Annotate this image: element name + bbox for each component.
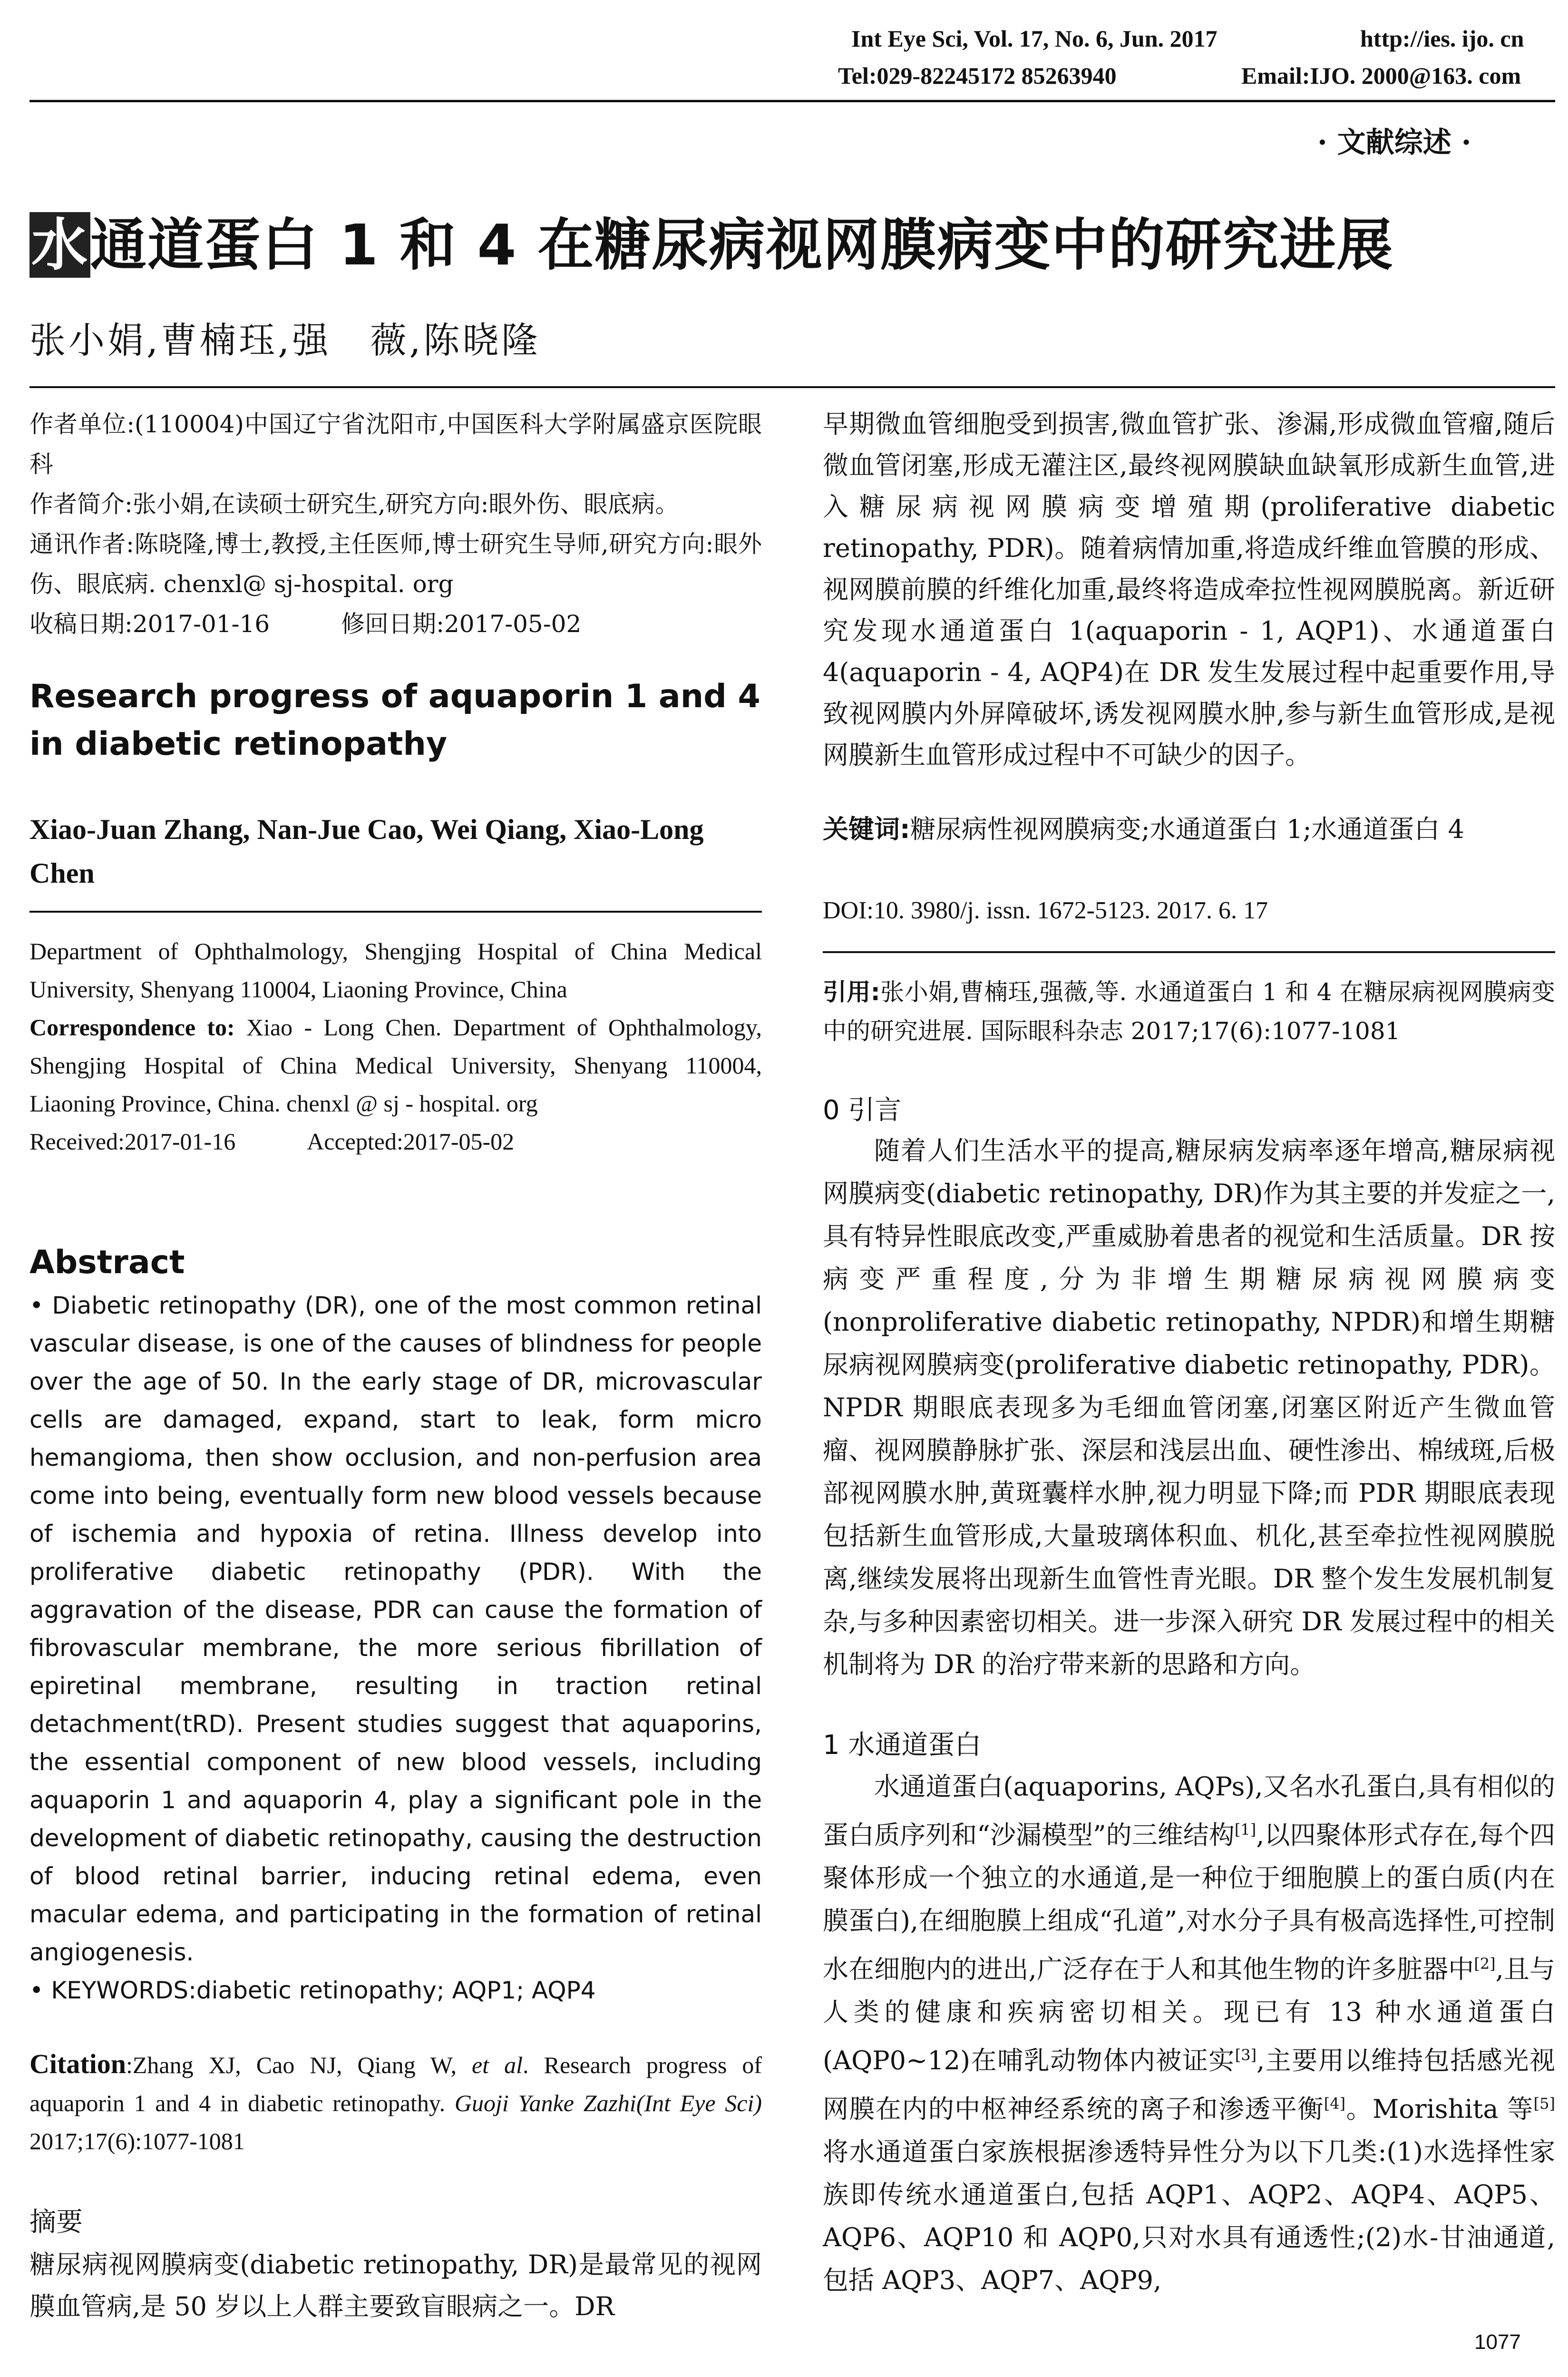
keywords-zh-text: 糖尿病性视网膜病变;水通道蛋白 1;水通道蛋白 4: [910, 814, 1465, 844]
abstract-text: • Diabetic retinopathy (DR), one of the most common retinal vascular disease, is one of the causes of blindness for people over the age of 50. In the early stage of DR, microvascular cells are damaged, expand, start to leak, form micro hemangioma, then show occlusion, and non-perfusion area come into being, eventually form new blood vessels because of ischemia and hypoxia of retina. Illness develop into proliferative diabetic retinopathy (PDR). With the aggravation of the disease, PDR can cause the formation of fibrovascular membrane, the more serious fibrillation of epiretinal membrane, resulting in traction retinal detachment(tRD). Present studies suggest that aquaporins, the essential component of new blood vessels, including aquaporin 1 and aquaporin 4, play a significant pole in the development of diabetic retinopathy, causing the destruction of blood retinal barrier, inducing retinal edema, even macular edema, and participating in the formation of retinal angiogenesis.: [29, 1292, 762, 1966]
intro-body: [823, 1130, 1555, 1686]
citation-etal: et al: [472, 2052, 523, 2078]
correspondence-text: Xiao - Long Chen. Department of Ophthalmology, Shengjing Hospital of China Medical University, Shenyang 110004, Liaoning Province, China. chenxl @ sj - hospital. org: [29, 1014, 762, 1117]
cite-zh: [823, 973, 1555, 1051]
ref-4[interactable]: [4]: [1324, 2094, 1346, 2113]
abstract-en: [29, 1286, 762, 2009]
citation-journal: Guoji Yanke Zazhi(Int Eye Sci): [454, 2090, 762, 2116]
journal-phone: Tel:029-82245172 85263940: [838, 62, 1117, 89]
affiliation-en: Department of Ophthalmology, Shengjing Hospital of China Medical University, Shenyang 110004, Liaoning Province, China: [29, 938, 762, 1003]
author-info-zh: [29, 404, 762, 644]
author-bio-zh: 作者简介:张小娟,在读硕士研究生,研究方向:眼外伤、眼底病。: [29, 490, 679, 518]
dates-zh: 收稿日期:2017-01-16 修回日期:2017-05-02: [29, 610, 582, 638]
intro-heading: 0 引言: [823, 1095, 902, 1126]
journal-url[interactable]: http://ies. ijo. cn: [1360, 25, 1524, 52]
zh-abstract-heading: 摘要: [29, 2207, 83, 2238]
intro-paragraph: 随着人们生活水平的提高,糖尿病发病率逐年增高,糖尿病视网膜病变(diabetic retinopathy, DR)作为其主要的并发症之一,具有特异性眼底改变,严重威胁着患者的视觉和生活质量。DR 按病变严重程度,分为非增生期糖尿病视网膜病变(nonproliferative diabetic retinopathy, NPDR)和增生期糖尿病视网膜病变(proliferative diabetic retinopathy, PDR)。NPDR 期眼底表现多为毛细血管闭塞,闭塞区附近产生微血管瘤、视网膜静脉扩张、深层和浅层出血、硬性渗出、棉绒斑,后极部视网膜水肿,黄斑囊样水肿,视力明显下降;而 PDR 期眼底表现包括新生血管形成,大量玻璃体积血、机化,甚至牵拉性视网膜脱离,继续发展将出现新生血管性青光眼。DR 整个发生发展机制复杂,与多种因素密切相关。进一步深入研究 DR 发展过程中的相关机制将为 DR 的治疗带来新的思路和方向。: [823, 1136, 1555, 1679]
s1-part-d: ,主要用以维持包括感光视网膜在内的中枢神经系统的离子和渗透平衡: [823, 2046, 1555, 2124]
affiliation-zh: 作者单位:(110004)中国辽宁省沈阳市,中国医科大学附属盛京医院眼科: [29, 410, 762, 478]
s1-part-f: 将水通道蛋白家族根据渗透特异性分为以下几类:(1)水选择性家族即传统水通道蛋白,包括 AQP1、AQP2、AQP4、AQP5、AQP6、AQP10 和 AQP0,只对水具有通透性;(2)水-甘油通道,包括 AQP3、AQP7、AQP9,: [823, 2137, 1555, 2295]
keywords-zh: [823, 809, 1555, 850]
citation-pages: 2017;17(6):1077-1081: [29, 2128, 245, 2154]
doi-rule: [823, 951, 1555, 953]
doi[interactable]: DOI:10. 3980/j. issn. 1672-5123. 2017. 6. 17: [823, 897, 1268, 924]
s1-part-e: 。Morishita 等: [1345, 2094, 1534, 2124]
citation-en: [29, 2045, 762, 2160]
en-authors: Xiao-Juan Zhang, Nan-Jue Cao, Wei Qiang, Xiao-Long Chen: [29, 814, 704, 889]
section1-paragraph: [823, 1765, 1555, 2302]
abstract-heading: Abstract: [29, 1244, 185, 1281]
zh-abstract-right: 早期微血管细胞受到损害,微血管扩张、渗漏,形成微血管瘤,随后微血管闭塞,形成无灌注区,最终视网膜缺血缺氧形成新生血管,进入糖尿病视网膜病变增殖期(proliferative diabetic retinopathy, PDR)。随着病情加重,将造成纤维血管膜的形成、视网膜前膜的纤维化加重,最终将造成牵拉性视网膜脱离。新近研究发现水通道蛋白 1(aquaporin - 1, AQP1)、水通道蛋白 4(aquaporin - 4, AQP4)在 DR 发生发展过程中起重要作用,导致视网膜内外屏障破坏,诱发视网膜水肿,参与新生血管形成,是视网膜新生血管形成过程中不可缺少的因子。: [823, 409, 1555, 770]
section1-body: [823, 1765, 1555, 2302]
correspondence-label: Correspondence to:: [29, 1014, 235, 1041]
ref-1[interactable]: [1]: [1234, 1821, 1256, 1839]
section-tag: · 文献综述 ·: [1317, 126, 1471, 159]
journal-email[interactable]: Email:IJO. 2000@163. com: [1241, 62, 1521, 89]
keywords-zh-label: 关键词:: [823, 814, 910, 844]
title-first-char: 水: [29, 212, 90, 278]
s1-part-c: ,且与人类的健康和疾病密切相关。现已有 13 种水通道蛋白(AQP0~12)在哺乳动物体内被证实: [823, 1954, 1555, 2075]
authors-zh: 张小娟,曹楠珏,强 薇,陈晓隆: [29, 319, 541, 361]
citation-authors: :Zhang XJ, Cao NJ, Qiang W,: [126, 2052, 472, 2078]
s1-part-b: ,以四聚体形式存在,每个四聚体形成一个独立的水通道,是一种位于细胞膜上的蛋白质(内在膜蛋白),在细胞膜上组成“孔道”,对水分子具有极高选择性,可控制水在细胞内的进出,广泛存在于人和其他生物的许多脏器中: [823, 1820, 1555, 1984]
keywords-en: • KEYWORDS:diabetic retinopathy; AQP1; AQP4: [29, 1977, 596, 2004]
journal-citation-header: Int Eye Sci, Vol. 17, No. 6, Jun. 2017: [851, 25, 1217, 52]
correspondence-en: [29, 1008, 762, 1122]
title-rest: 通道蛋白 1 和 4 在糖尿病视网膜病变中的研究进展: [90, 212, 1394, 278]
received-accepted: Received:2017-01-16 Accepted:2017-05-02: [29, 1128, 515, 1155]
citation-text: . Research progress of aquaporin 1 and 4 in diabetic retinopathy.: [29, 2052, 762, 2116]
cite-zh-text: 张小娟,曹楠珏,强薇,等. 水通道蛋白 1 和 4 在糖尿病视网膜病变中的研究进展. 国际眼科杂志 2017;17(6):1077-1081: [823, 978, 1555, 1045]
citation-label: Citation: [29, 2048, 126, 2079]
authors-rule: [29, 386, 1555, 388]
page-number: 1077: [1474, 2330, 1521, 2354]
ref-5[interactable]: [5]: [1533, 2094, 1555, 2113]
ref-3[interactable]: [3]: [1235, 2046, 1257, 2064]
header-rule: [29, 100, 1555, 102]
ref-2[interactable]: [2]: [1474, 1955, 1496, 1973]
cite-zh-label: 引用:: [823, 978, 880, 1006]
authors-en-rule: [29, 911, 762, 913]
section1-heading: 1 水通道蛋白: [823, 1730, 982, 1761]
affiliation-block: [29, 932, 762, 1160]
en-title: Research progress of aquaporin 1 and 4 in diabetic retinopathy: [29, 678, 760, 763]
s1-part-a: 水通道蛋白(aquaporins, AQPs),又名水孔蛋白,具有相似的蛋白质序列和“沙漏模型”的三维结构: [823, 1772, 1555, 1850]
page-title: [29, 200, 1394, 281]
correspondence-zh: 通讯作者:陈晓隆,博士,教授,主任医师,博士研究生导师,研究方向:眼外伤、眼底病. chenxl@ sj-hospital. org: [29, 530, 762, 598]
zh-abstract-left: 糖尿病视网膜病变(diabetic retinopathy, DR)是最常见的视网膜血管病,是 50 岁以上人群主要致盲眼病之一。DR: [29, 2250, 762, 2321]
